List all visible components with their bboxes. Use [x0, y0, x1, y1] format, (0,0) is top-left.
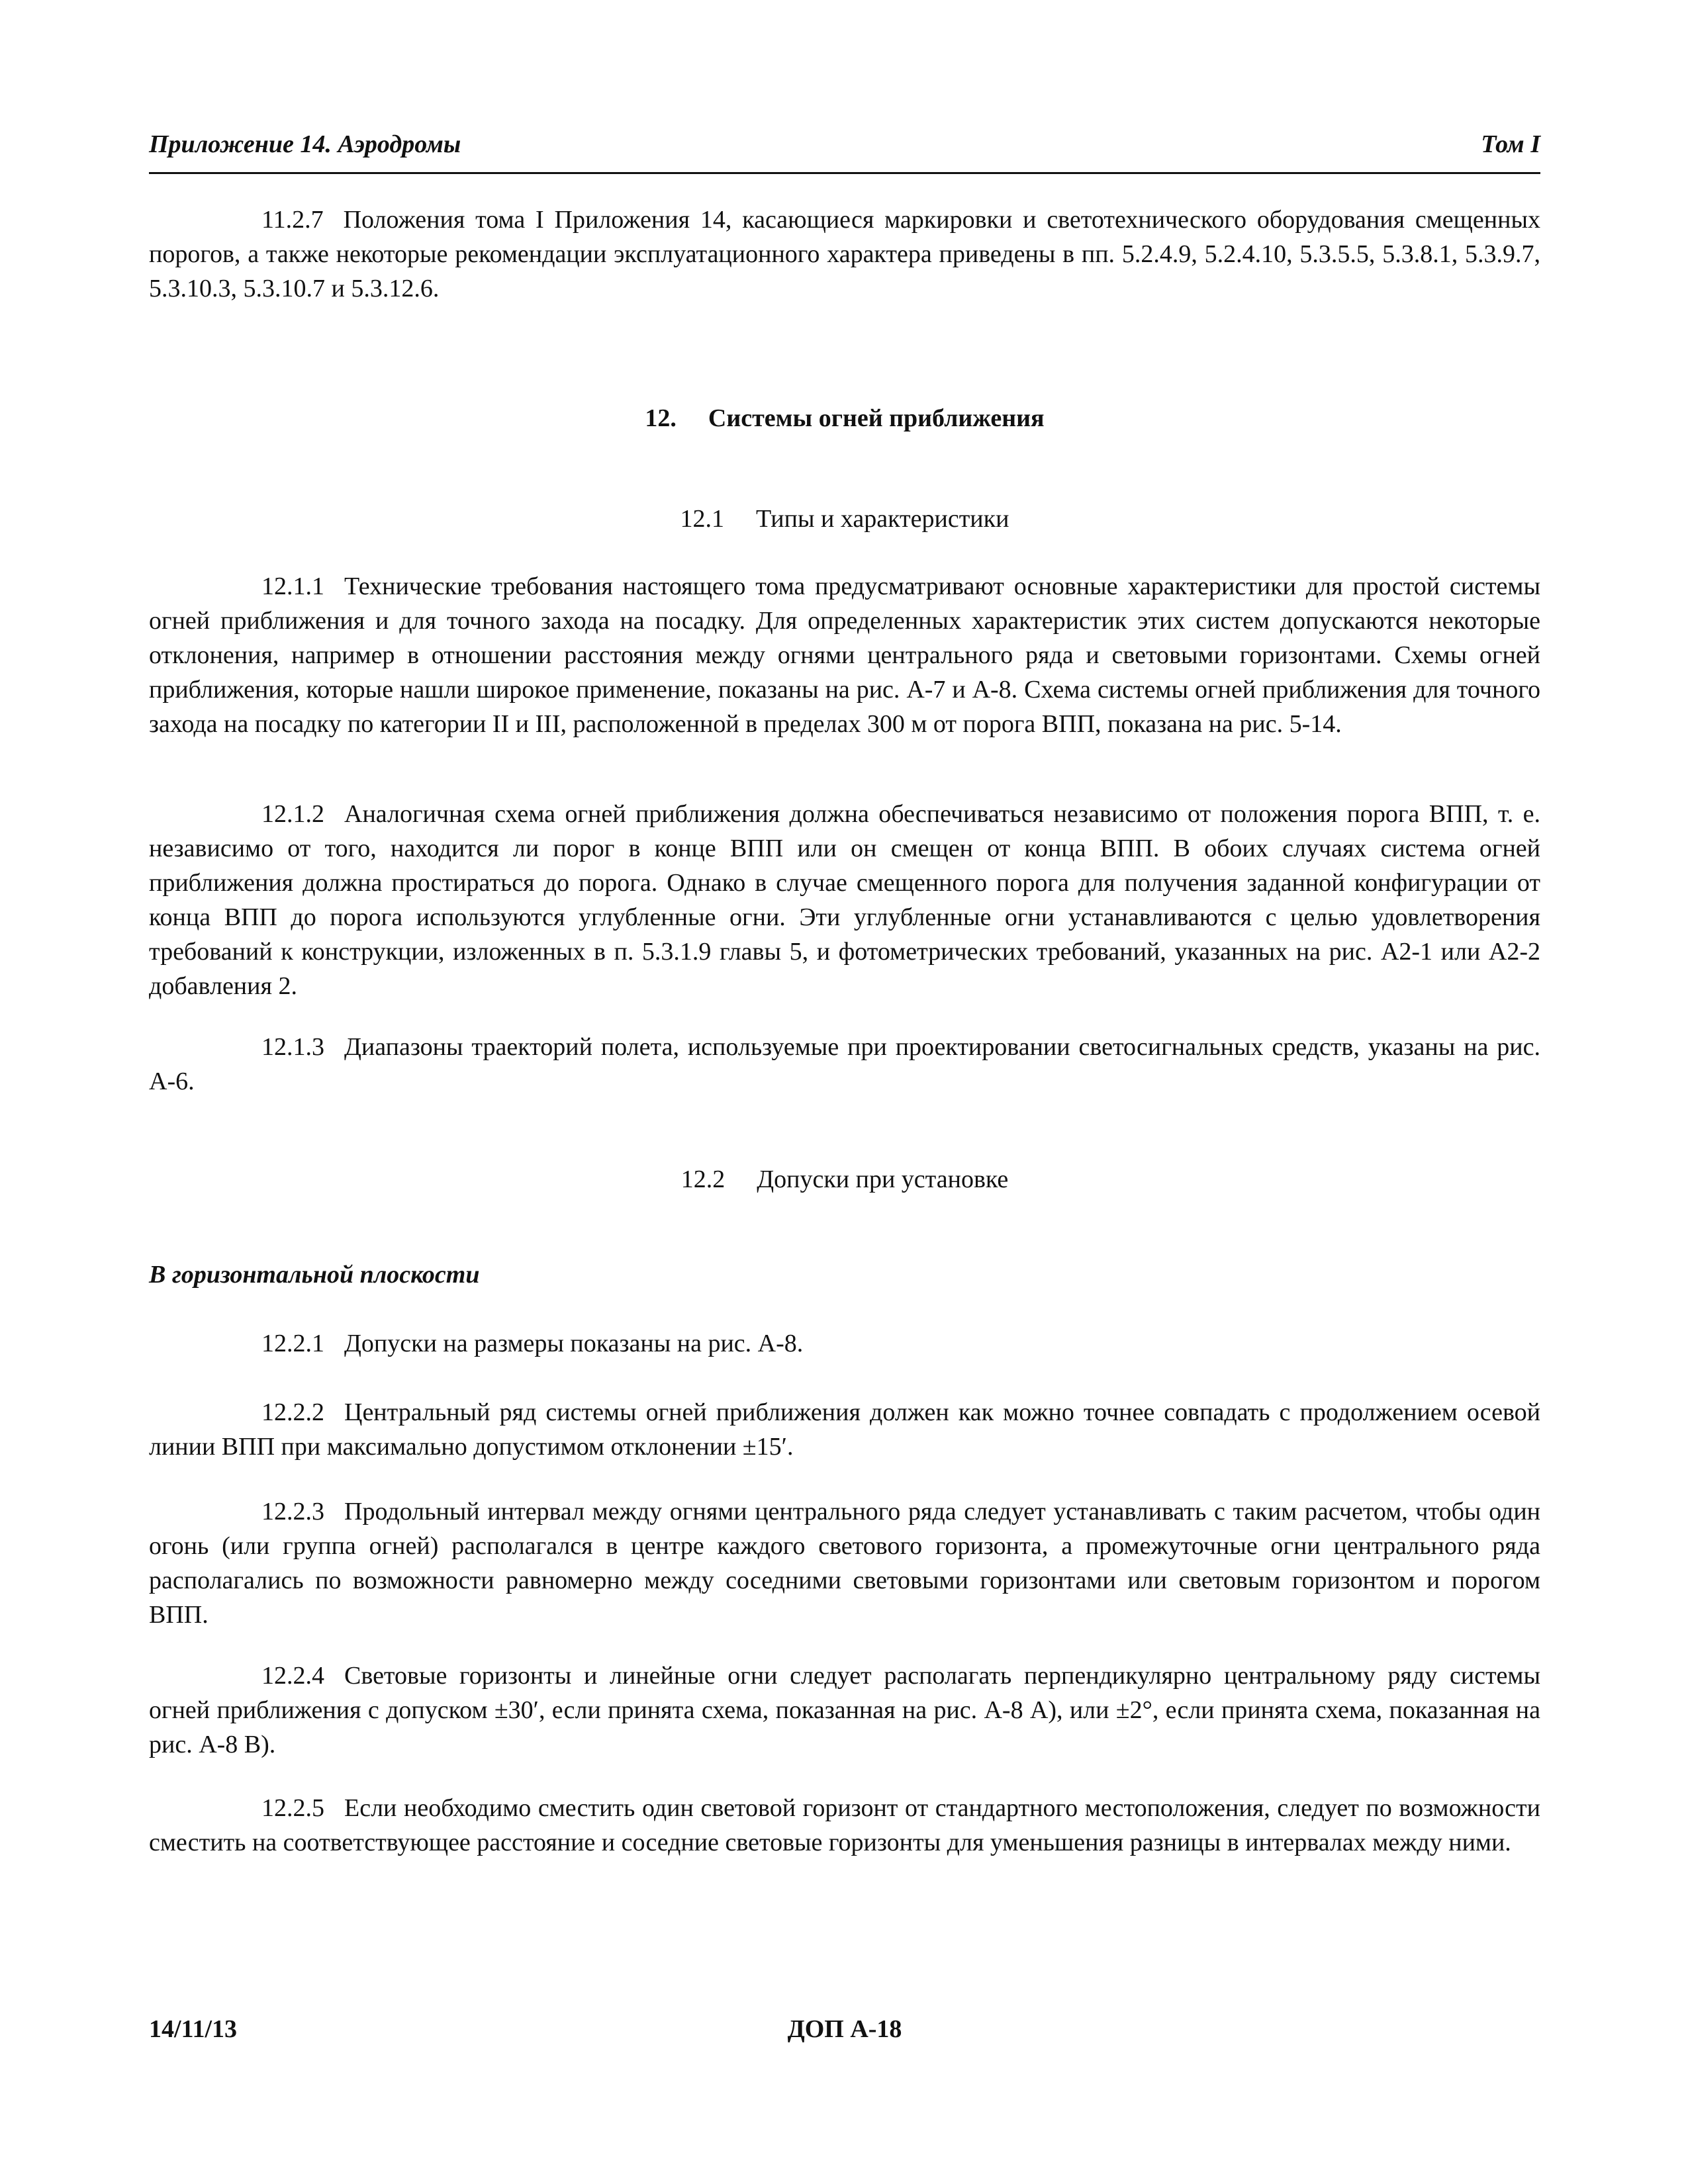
paragraph-number: 12.1.3: [261, 1033, 324, 1061]
paragraph-number: 12.1.2: [261, 800, 324, 828]
paragraph-text: Продольный интервал между огнями центрального ряда следует устанавливать с таким расчетом, чтобы один огонь (или группа огней) располагался в центре каждого светового горизонта, а промежуточные огни центрального ряда располагались по возможности равномерно между соседними световыми горизонтами или световым горизонтом и порогом ВПП.: [149, 1498, 1540, 1629]
subsection-title-text: Допуски при установке: [757, 1165, 1009, 1193]
paragraph-12-1-1: [149, 569, 1540, 741]
paragraph-number: 11.2.7: [261, 206, 324, 234]
page-footer: [149, 2015, 1540, 2054]
paragraph-12-2-2: [149, 1395, 1540, 1464]
paragraph-text: Центральный ряд системы огней приближения должен как можно точнее совпадать с продолжением осевой линии ВПП при максимально допустимом отклонении ±15′.: [149, 1398, 1540, 1461]
paragraph-text: Световые горизонты и линейные огни следует располагать перпендикулярно центральному ряду системы огней приближения с допуском ±30′, если принята схема, показанная на рис. А-8 А), или ±2°, если принята схема, показанная на рис. А-8 В).: [149, 1662, 1540, 1758]
paragraph-number: 12.2.2: [261, 1398, 324, 1426]
header-rule: [149, 172, 1540, 174]
paragraph-text: Если необходимо сместить один световой горизонт от стандартного местоположения, следует по возможности сместить на соответствующее расстояние и соседние световые горизонты для уменьшения разницы в интервалах между ними.: [149, 1794, 1540, 1856]
section-title-12: [149, 404, 1540, 433]
paragraph-number: 12.2.1: [261, 1330, 324, 1357]
paragraph-11-2-7: [149, 203, 1540, 306]
subsection-number: 12.2: [680, 1165, 726, 1193]
paragraph-number: 12.2.4: [261, 1662, 324, 1690]
paragraph-12-2-1: [149, 1326, 1540, 1361]
header-annex-title: Приложение 14. Аэродромы: [149, 130, 461, 158]
paragraph-text: Допуски на размеры показаны на рис. А-8.: [344, 1330, 804, 1357]
section-title-text: Системы огней приближения: [708, 404, 1045, 432]
running-header: [149, 130, 1540, 177]
paragraph-12-2-3: [149, 1494, 1540, 1632]
paragraph-text: Положения тома I Приложения 14, касающиеся маркировки и светотехнического оборудования смещенных порогов, а также некоторые рекомендации эксплуатационного характера приведены в пп. 5.2.4.9, 5.2.4.10, 5.3.5.5, 5.3.8.1, 5.3.9.7, 5.3.10.3, 5.3.10.7 и 5.3.12.6.: [149, 206, 1540, 302]
section-number: 12.: [645, 404, 677, 432]
paragraph-text: Диапазоны траекторий полета, используемые при проектировании светосигнальных средств, указаны на рис. А-6.: [149, 1033, 1540, 1095]
paragraph-number: 12.2.3: [261, 1498, 324, 1525]
footer-page-number: ДОП А-18: [787, 2015, 902, 2043]
footer-date: 14/11/13: [149, 2015, 238, 2043]
paragraph-12-2-4: [149, 1659, 1540, 1762]
subsection-title-text: Типы и характеристики: [756, 505, 1009, 533]
paragraph-12-1-2: [149, 797, 1540, 1003]
paragraph-text: Технические требования настоящего тома предусматривают основные характеристики для простой системы огней приближения и для точного захода на посадку. Для определенных характеристик этих систем допускаются некоторые отклонения, например в отношении расстояния между огнями центрального ряда и световыми горизонтами. Схемы огней приближения, которые нашли широкое применение, показаны на рис. А-7 и А-8. Схема системы огней приближения для точного захода на посадку по категории II и III, расположенной в пределах 300 м от порога ВПП, показана на рис. 5-14.: [149, 572, 1540, 738]
paragraph-12-2-5: [149, 1791, 1540, 1860]
paragraph-number: 12.1.1: [261, 572, 324, 600]
paragraph-number: 12.2.5: [261, 1794, 324, 1822]
subsection-title-12-1: [149, 504, 1540, 533]
subsection-title-12-2: [149, 1165, 1540, 1194]
paragraph-text: Аналогичная схема огней приближения должна обеспечиваться независимо от положения порога ВПП, т. е. независимо от того, находится ли порог в конце ВПП или он смещен от конца ВПП. В обоих случаях система огней приближения должна простираться до порога. Однако в случае смещенного порога для получения заданной конфигурации от конца ВПП до порога используются углубленные огни. Эти углубленные огни устанавливаются с целью удовлетворения требований к конструкции, изложенных в п. 5.3.1.9 главы 5, и фотометрических требований, указанных на рис. А2-1 или А2-2 добавления 2.: [149, 800, 1540, 1000]
subheading-horizontal-plane: В горизонтальной плоскости: [149, 1261, 480, 1289]
paragraph-12-1-3: [149, 1030, 1540, 1099]
header-volume: Том I: [1481, 130, 1540, 158]
subsection-number: 12.1: [680, 505, 725, 533]
